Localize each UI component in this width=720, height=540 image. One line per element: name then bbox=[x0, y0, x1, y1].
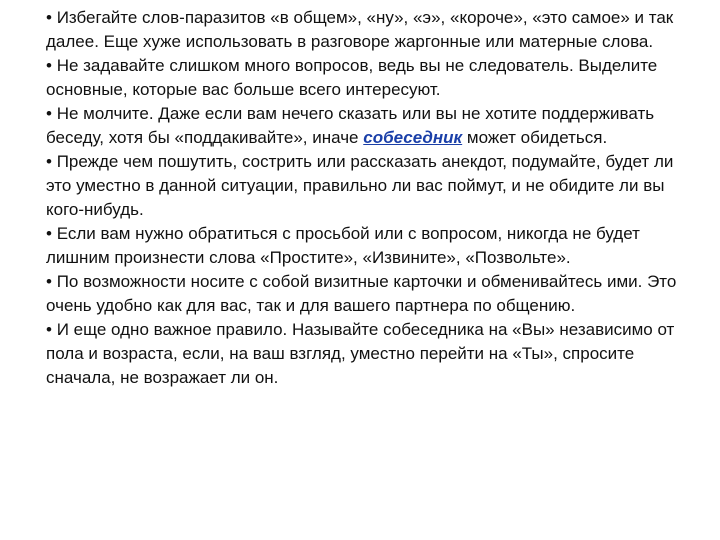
tip-text-after-link: может обидеться. bbox=[462, 128, 608, 147]
bullet: • bbox=[46, 152, 52, 171]
etiquette-tips-list bbox=[46, 6, 696, 390]
bullet: • bbox=[46, 104, 52, 123]
tip-text: Избегайте слов-паразитов «в общем», «ну», «э», «короче», «это самое» и так далее. Еще хуже использовать в разговоре жаргонные или матерные слова. bbox=[46, 8, 674, 51]
tip-text-before-link: Не молчите. Даже если вам нечего сказать или вы не хотите поддерживать беседу, хотя бы «поддакивайте», иначе bbox=[46, 104, 655, 147]
tip-dont-be-silent bbox=[46, 102, 696, 150]
tip-text: Если вам нужно обратиться с просьбой или с вопросом, никогда не будет лишним произнести слова «Простите», «Извините», «Позвольте». bbox=[46, 224, 640, 267]
tip-before-joking bbox=[46, 150, 696, 222]
bullet: • bbox=[46, 224, 52, 243]
tip-polite-words bbox=[46, 222, 696, 270]
tip-text: И еще одно важное правило. Называйте собеседника на «Вы» независимо от пола и возраста, если, на ваш взгляд, уместно перейти на «Ты», спросите сначала, не возражает ли он. bbox=[46, 320, 675, 387]
tip-filler-words bbox=[46, 6, 696, 54]
bullet: • bbox=[46, 56, 52, 75]
tip-formal-address bbox=[46, 318, 696, 390]
tip-text: Не задавайте слишком много вопросов, ведь вы не следователь. Выделите основные, которые вас больше всего интересуют. bbox=[46, 56, 658, 99]
tip-text: Прежде чем пошутить, сострить или рассказать анекдот, подумайте, будет ли это уместно в данной ситуации, правильно ли вас поймут, и не обидите ли вы кого-нибудь. bbox=[46, 152, 674, 219]
tip-too-many-questions bbox=[46, 54, 696, 102]
tip-business-cards bbox=[46, 270, 696, 318]
tip-text: По возможности носите с собой визитные карточки и обменивайтесь ими. Это очень удобно как для вас, так и для вашего партнера по общению. bbox=[46, 272, 677, 315]
bullet: • bbox=[46, 320, 52, 339]
interlocutor-link[interactable]: собеседник bbox=[363, 128, 463, 147]
bullet: • bbox=[46, 8, 52, 27]
bullet: • bbox=[46, 272, 52, 291]
